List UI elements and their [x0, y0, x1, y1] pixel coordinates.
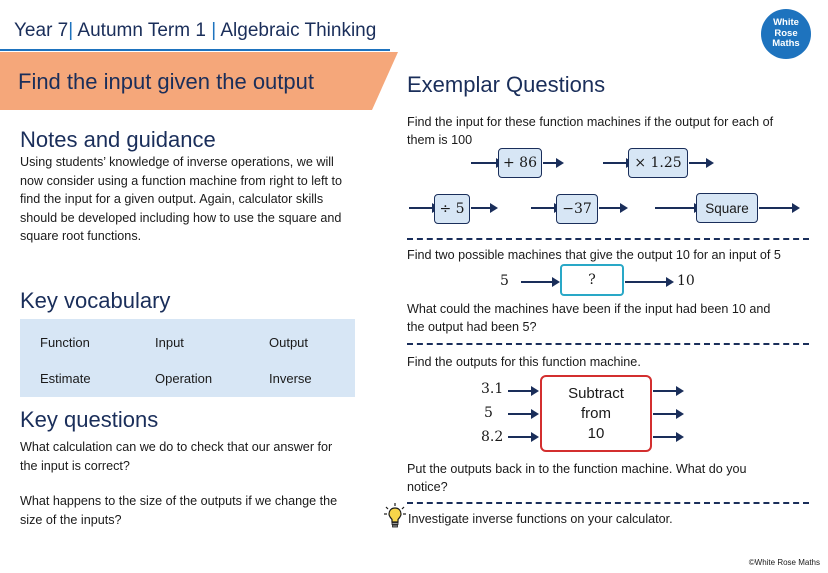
exemplar-heading: Exemplar Questions	[407, 72, 606, 97]
question-line: What could the machines have been if the input had been 10 and	[407, 302, 771, 316]
header-separator: |	[68, 20, 74, 41]
dashed-divider	[407, 343, 809, 345]
question-line: What happens to the size of the outputs if we change the	[20, 494, 338, 508]
notes-line: square root functions.	[20, 229, 142, 243]
logo-line: Maths	[772, 38, 800, 50]
subtract-from-10-machine	[540, 375, 652, 452]
input-value: 5	[484, 405, 493, 421]
vocabulary-item: Function	[40, 335, 90, 350]
arrow-icon	[653, 390, 677, 392]
question-line: the input is correct?	[20, 458, 130, 473]
notes-line: Using students’ knowledge of inverse operations, we will	[20, 155, 334, 169]
logo-line: White	[773, 17, 799, 29]
question-line: Put the outputs back in to the function machine. What do you	[407, 462, 747, 476]
vocabulary-item: Operation	[155, 371, 213, 386]
question-line: notice?	[407, 480, 448, 494]
function-machine-square: Square	[696, 193, 758, 223]
arrow-icon	[543, 162, 557, 164]
arrow-icon	[471, 207, 491, 209]
exemplar-question-2b	[407, 300, 812, 336]
arrow-icon	[653, 436, 677, 438]
header-term: Autumn Term 1	[77, 20, 206, 41]
vocabulary-item: Input	[155, 335, 184, 350]
machine-label-line: 10	[587, 424, 605, 442]
unknown-function-machine: ?	[560, 264, 624, 296]
arrow-icon	[603, 162, 627, 164]
arrow-icon	[655, 207, 695, 209]
machine-output-value: 10	[677, 273, 695, 289]
calculator-tip: Investigate inverse functions on your calculator.	[408, 512, 673, 526]
logo-line: Rose	[774, 27, 798, 39]
exemplar-question-2: Find two possible machines that give the output 10 for an input of 5	[407, 248, 781, 262]
exemplar-question-3: Find the outputs for this function machine.	[407, 355, 641, 369]
input-value: 8.2	[481, 429, 504, 445]
exemplar-question-3b	[407, 460, 812, 496]
key-question-2	[20, 492, 380, 529]
function-machine-subtract: −37	[556, 194, 598, 224]
notes-line: find the input for a given output. Again, calculator skills	[20, 192, 324, 206]
arrow-icon	[508, 436, 532, 438]
notes-text	[20, 153, 380, 246]
vocabulary-item: Inverse	[269, 371, 312, 386]
arrow-icon	[625, 281, 667, 283]
arrow-icon	[471, 162, 497, 164]
header-separator: |	[211, 20, 217, 41]
arrow-icon	[521, 281, 553, 283]
question-line: them is 100	[407, 133, 473, 147]
header-year: Year 7	[14, 20, 69, 41]
key-question-1	[20, 438, 380, 475]
vocabulary-item: Estimate	[40, 371, 91, 386]
question-line: Find the input for these function machines if the output for each of	[407, 115, 774, 129]
lightbulb-icon	[384, 503, 406, 529]
function-machine-multiply: × 1.25	[628, 148, 688, 178]
arrow-icon	[508, 413, 532, 415]
key-questions-heading: Key questions	[20, 407, 159, 432]
notes-heading: Notes and guidance	[20, 127, 216, 152]
question-line: What calculation can we do to check that our answer for	[20, 440, 333, 454]
exemplar-question-1	[407, 113, 812, 149]
arrow-icon	[531, 207, 555, 209]
machine-label-line: from	[581, 404, 611, 422]
input-value: 3.1	[481, 381, 504, 397]
arrow-icon	[689, 162, 707, 164]
header-unit: Algebraic Thinking	[220, 20, 377, 41]
machine-input-value: 5	[500, 273, 509, 289]
white-rose-maths-logo	[761, 9, 811, 59]
vocabulary-heading: Key vocabulary	[20, 288, 171, 313]
arrow-icon	[653, 413, 677, 415]
dashed-divider	[407, 238, 809, 240]
question-line: size of the inputs?	[20, 512, 122, 527]
arrow-icon	[759, 207, 793, 209]
copyright: ©White Rose Maths	[748, 558, 820, 567]
notes-line: should be developed including how to use the square and	[20, 210, 342, 225]
dashed-divider	[407, 502, 809, 504]
arrow-icon	[508, 390, 532, 392]
question-line: the output had been 5?	[407, 320, 537, 334]
vocabulary-item: Output	[269, 335, 309, 350]
function-machine-add: + 86	[498, 148, 542, 178]
machine-label-line: Subtract	[568, 384, 624, 402]
header-rule	[0, 49, 390, 51]
header-title	[14, 20, 376, 42]
arrow-icon	[599, 207, 621, 209]
notes-line: now consider using a function machine from right to left to	[20, 173, 343, 188]
function-machine-divide: ÷ 5	[434, 194, 470, 224]
arrow-icon	[409, 207, 433, 209]
page-title: Find the input given the output	[18, 69, 314, 94]
